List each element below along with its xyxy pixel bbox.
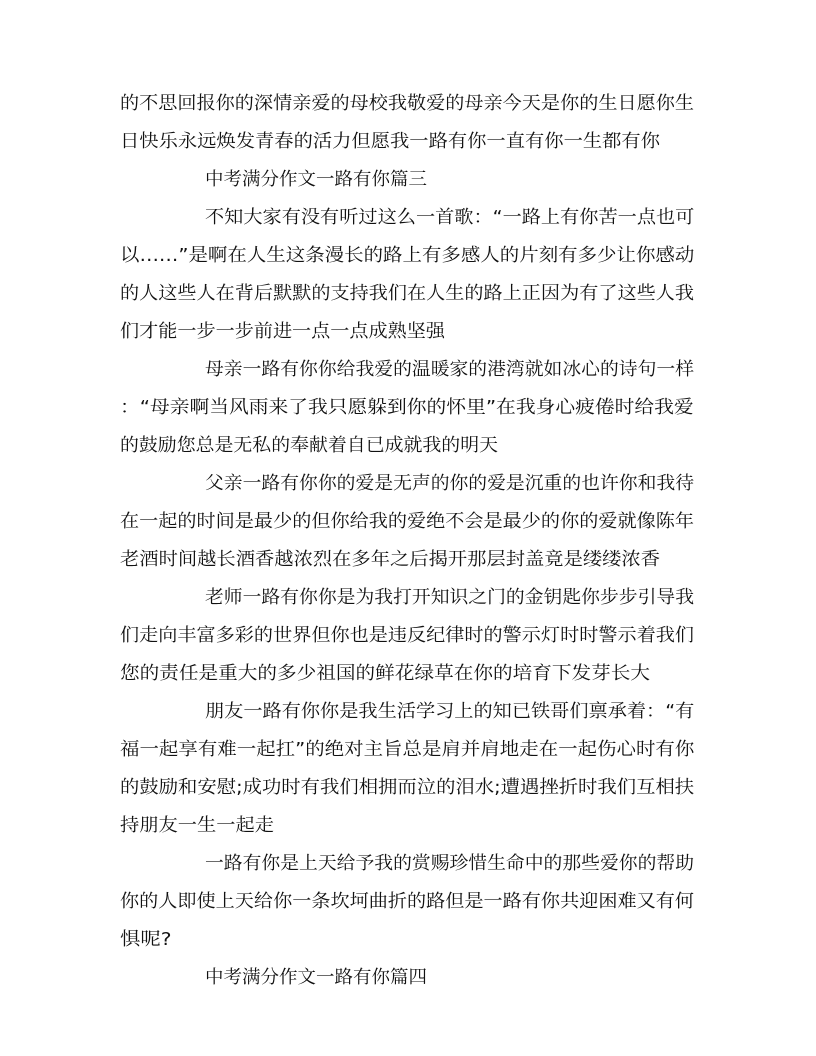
- text-line: 惧呢?: [120, 929, 172, 950]
- text-line: 们才能一步一步前进一点一点成熟坚强: [120, 321, 445, 342]
- text-line: 老酒时间越长酒香越浓烈在多年之后揭开那层封盖竟是缕缕浓香: [120, 549, 660, 570]
- text-line: 您的责任是重大的多少祖国的鲜花绿草在你的培育下发芽长大: [120, 663, 650, 684]
- text-line: 在一起的时间是最少的但你给我的爱绝不会是最少的你的爱就像陈年: [120, 511, 694, 532]
- text-line: 一路有你是上天给予我的赏赐珍惜生命中的那些爱你的帮助: [205, 853, 694, 874]
- text-line: 持朋友一生一起走: [120, 815, 274, 836]
- text-line: 福一起享有难一起扛”的绝对主旨总是肩并肩地走在一起伤心时有你: [120, 739, 695, 760]
- text-line: 的鼓励您总是无私的奉献着自已成就我的明天: [120, 435, 498, 456]
- text-line: 你的人即使上天给你一条坎坷曲折的路但是一路有你共迎困难又有何: [120, 891, 694, 912]
- text-line: 们走向丰富多彩的世界但你也是违反纪律时的警示灯时时警示着我们: [120, 625, 694, 646]
- text-line: ：“母亲啊当风雨来了我只愿躲到你的怀里”在我身心疲倦时给我爱: [120, 397, 694, 418]
- text-line: 的鼓励和安慰;成功时有我们相拥而泣的泪水;遭遇挫折时我们互相扶: [120, 777, 695, 798]
- text-line: 日快乐永远焕发青春的活力但愿我一路有你一直有你一生都有你: [120, 131, 660, 152]
- text-line: 的不思回报你的深情亲爱的母校我敬爱的母亲今天是你的生日愿你生: [120, 93, 694, 114]
- text-line: 不知大家有没有听过这么一首歌：“一路上有你苦一点也可: [205, 207, 695, 228]
- section-heading: 中考满分作文一路有你篇四: [205, 967, 427, 988]
- section-heading: 中考满分作文一路有你篇三: [205, 169, 427, 190]
- text-line: 母亲一路有你你给我爱的温暖家的港湾就如冰心的诗句一样: [205, 359, 694, 380]
- text-line: 父亲一路有你你的爱是无声的你的爱是沉重的也许你和我待: [205, 473, 694, 494]
- text-line: 的人这些人在背后默默的支持我们在人生的路上正因为有了这些人我: [120, 283, 694, 304]
- text-line: 朋友一路有你你是我生活学习上的知已铁哥们禀承着：“有: [205, 701, 695, 722]
- text-line: 老师一路有你你是为我打开知识之门的金钥匙你步步引导我: [205, 587, 694, 608]
- text-line: 以……”是啊在人生这条漫长的路上有多感人的片刻有多少让你感动: [120, 245, 695, 266]
